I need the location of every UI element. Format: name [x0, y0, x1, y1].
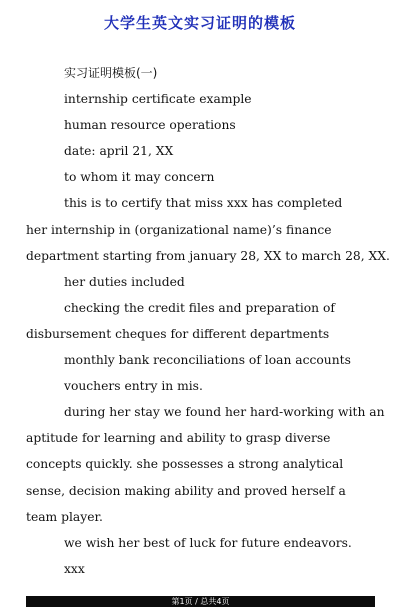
doc-line: department starting from january 28, XX to march 28, XX.: [26, 248, 390, 263]
doc-line: we wish her best of luck for future endeavors.: [64, 535, 352, 550]
doc-line: internship certificate example: [64, 92, 252, 107]
document-subtitle: 实习证明模板(一): [64, 66, 158, 80]
doc-line: sense, decision making ability and proved herself a: [26, 483, 346, 498]
doc-line: team player.: [26, 509, 103, 524]
doc-line: concepts quickly. she possesses a strong analytical: [26, 457, 344, 472]
document-title: 大学生英文实习证明的模板: [103, 14, 296, 32]
doc-line: to whom it may concern: [64, 170, 215, 185]
doc-line: vouchers entry in mis.: [64, 379, 203, 394]
doc-line: checking the credit files and preparation of: [64, 300, 335, 315]
doc-line: her duties included: [64, 274, 185, 289]
doc-line: disbursement cheques for different departments: [26, 326, 330, 341]
doc-line: her internship in (organizational name)’s finance: [26, 222, 332, 237]
doc-line: monthly bank reconciliations of loan accounts: [64, 353, 351, 368]
page-indicator: 第1页 / 总共4页: [171, 597, 230, 606]
doc-line: during her stay we found her hard-working with an: [64, 405, 385, 420]
doc-line: this is to certify that miss xxx has completed: [64, 196, 343, 211]
page-indicator-bar: [26, 596, 375, 607]
document-body: [26, 60, 390, 582]
doc-line: xxx: [64, 561, 85, 576]
doc-line: human resource operations: [64, 118, 236, 133]
doc-line: date: april 21, XX: [64, 144, 174, 159]
doc-line: aptitude for learning and ability to grasp diverse: [26, 431, 331, 446]
